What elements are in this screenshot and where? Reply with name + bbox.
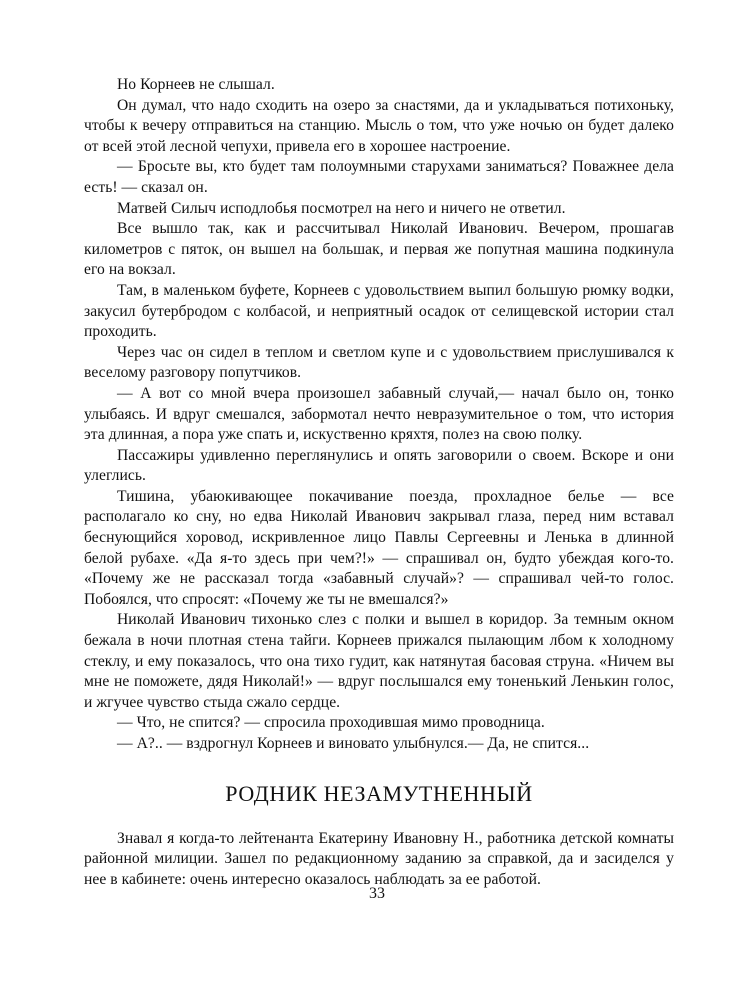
paragraph: Через час он сидел в теплом и светлом купе и с удовольствием прислушивался к веселому разговору попутчиков. [84, 343, 674, 382]
paragraph: Николай Иванович тихонько слез с полки и вышел в коридор. За темным окном бежала в ночи плотная стена тайги. Корнеев прижался пылающим лбом к холодному стеклу, и ему показалось, что она тихо гудит, как натянутая басовая струна. «Ничем вы мне не поможете, дядя Николай!» — вдруг послышался ему тоненький Ленькин голос, и жгучее чувство стыда сжало сердце. [84, 611, 674, 711]
paragraph: Но Корнеев не слышал. [117, 76, 275, 93]
paragraph: Все вышло так, как и рассчитывал Николай Иванович. Вечером, прошагав километров с пяток, он вышел на большак, и первая же попутная машина подкинула его на вокзал. [84, 220, 674, 279]
book-page [84, 75, 674, 890]
page-number: 33 [369, 885, 385, 902]
paragraph: — А?.. — вздрогнул Корнеев и виновато улыбнулся.— Да, не спится... [117, 735, 590, 752]
paragraph: Тишина, убаюкивающее покачивание поезда, прохладное белье — все располагало ко сну, но едва Николай Иванович закрывал глаза, перед ним вставал беснующийся хоровод, искривленное лицо Павлы Сергеевны и Ленька в длинной белой рубахе. «Да я-то здесь при чем?!» — спрашивал он, будто убеждая кого-то. «Почему же не рассказал тогда «забавный случай»? — спрашивал чей-то голос. Побоялся, что спросят: «Почему же ты не вмешался?» [84, 487, 674, 608]
paragraph: Там, в маленьком буфете, Корнеев с удовольствием выпил большую рюмку водки, закусил бутербродом с колбасой, и неприятный осадок от селищевской истории стал проходить. [84, 281, 674, 341]
chapter-title: РОДНИК НЕЗАМУТНЕННЫЙ [225, 780, 533, 806]
paragraph: — А вот со мной вчера произошел забавный случай,— начал было он, тонко улыбаясь. И вдруг смешался, забормотал нечто невразумительное о том, что история эта длинная, а пора уже спать и, искуственно кряхтя, полез на свою полку. [84, 384, 674, 444]
paragraph: Знавал я когда-то лейтенанта Екатерину Ивановну Н., работника детской комнаты районной милиции. Зашел по редакционному заданию за справкой, да и засиделся у нее в кабинете: очень интересно оказалось наблюдать за ее работой. [84, 829, 674, 888]
paragraph: Матвей Силыч исподлобья посмотрел на него и ничего не ответил. [117, 199, 566, 217]
paragraph: Он думал, что надо сходить на озеро за снастями, да и укладываться потихоньку, чтобы к вечеру отправиться на станцию. Мысль о том, что уже ночью он будет далеко от всей этой лесной чепухи, привела его в хорошее настроение. [84, 96, 674, 155]
paragraph: Пассажиры удивленно переглянулись и опять заговорили о своем. Вскоре и они улеглись. [84, 446, 674, 485]
paragraph: — Что, не спится? — спросила проходившая мимо проводница. [117, 714, 545, 732]
paragraph: — Бросьте вы, кто будет там полоумными старухами заниматься? Поважнее дела есть! — сказал он. [84, 158, 674, 196]
